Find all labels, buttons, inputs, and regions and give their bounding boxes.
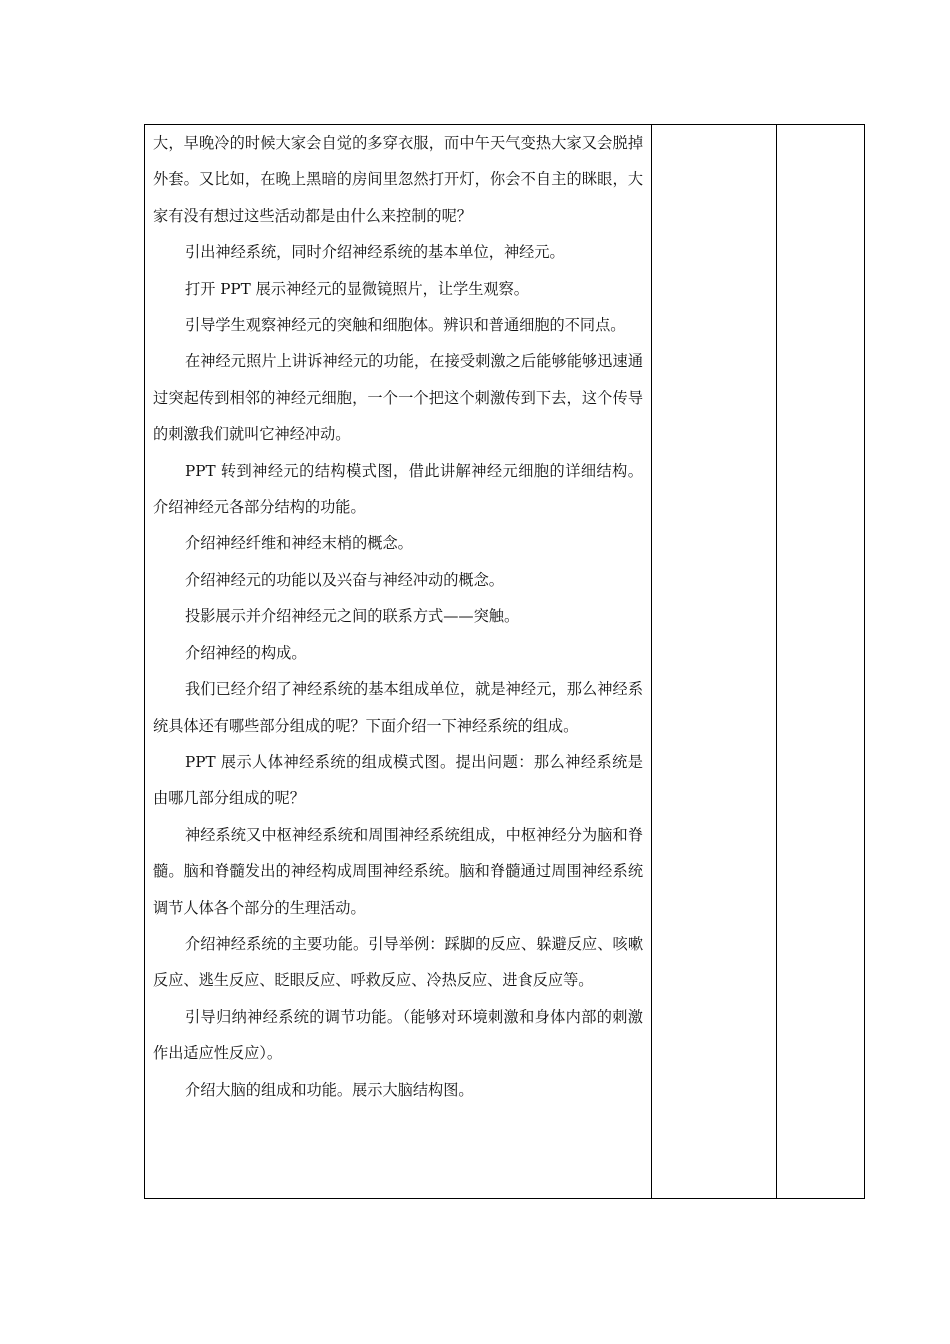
paragraph-ppt-model: PPT 展示人体神经系统的组成模式图。提出问题：那么神经系统是由哪几部分组成的呢？ — [153, 752, 643, 808]
paragraph-neuron-function: 在神经元照片上讲诉神经元的功能，在接受刺激之后能够能够迅速通过突起传到相邻的神经元细胞，一个一个把这个刺激传到下去，这个传导的刺激我们就叫它神经冲动。 — [153, 352, 643, 444]
paragraph-neuron-structure: PPT 转到神经元的结构模式图，借此讲解神经元细胞的详细结构。介绍神经元各部分结构的功能。 — [153, 461, 643, 517]
paragraph-observe-neuron: 引导学生观察神经元的突触和细胞体。辨识和普通细胞的不同点。 — [185, 316, 626, 335]
paragraph-ppt-microscope: 打开 PPT 展示神经元的显微镜照片，让学生观察。 — [185, 279, 529, 298]
paragraph-main-functions: 介绍神经系统的主要功能。引导举例：踩脚的反应、躲避反应、咳嗽反应、逃生反应、眨眼反应、呼救反应、冷热反应、进食反应等。 — [153, 934, 643, 990]
teaching-process-cell — [153, 125, 643, 1108]
paragraph-regulation: 引导归纳神经系统的调节功能。（能够对环境刺激和身体内部的刺激作出适应性反应）。 — [153, 1007, 643, 1063]
paragraph-intro-continued: 大，早晚冷的时候大家会自觉的多穿衣服，而中午天气变热大家又会脱掉外套。又比如，在晚上黑暗的房间里忽然打开灯，你会不自主的眯眼，大家有没有想过这些活动都是由什么来控制的呢？ — [153, 134, 643, 225]
paragraph-synapse: 投影展示并介绍神经元之间的联系方式——突触。 — [185, 607, 520, 626]
paragraph-nervous-system-intro: 引出神经系统，同时介绍神经系统的基本单位，神经元。 — [185, 243, 565, 262]
student-activity-cell — [652, 125, 776, 1198]
design-intent-cell — [777, 125, 864, 1198]
paragraph-nerve-fiber: 介绍神经纤维和神经末梢的概念。 — [185, 534, 413, 553]
paragraph-system-components: 我们已经介绍了神经系统的基本组成单位，就是神经元，那么神经系统具体还有哪些部分组成的呢？下面介绍一下神经系统的组成。 — [153, 680, 643, 735]
lesson-table — [144, 124, 865, 1199]
paragraph-cerebrum: 介绍大脑的组成和功能。展示大脑结构图。 — [185, 1080, 474, 1099]
paragraph-nerve-composition: 介绍神经的构成。 — [185, 643, 307, 662]
paragraph-excitation: 介绍神经元的功能以及兴奋与神经冲动的概念。 — [185, 570, 504, 589]
paragraph-central-peripheral: 神经系统又中枢神经系统和周围神经系统组成，中枢神经分为脑和脊髓。脑和脊髓发出的神经构成周围神经系统。脑和脊髓通过周围神经系统调节人体各个部分的生理活动。 — [153, 825, 643, 917]
